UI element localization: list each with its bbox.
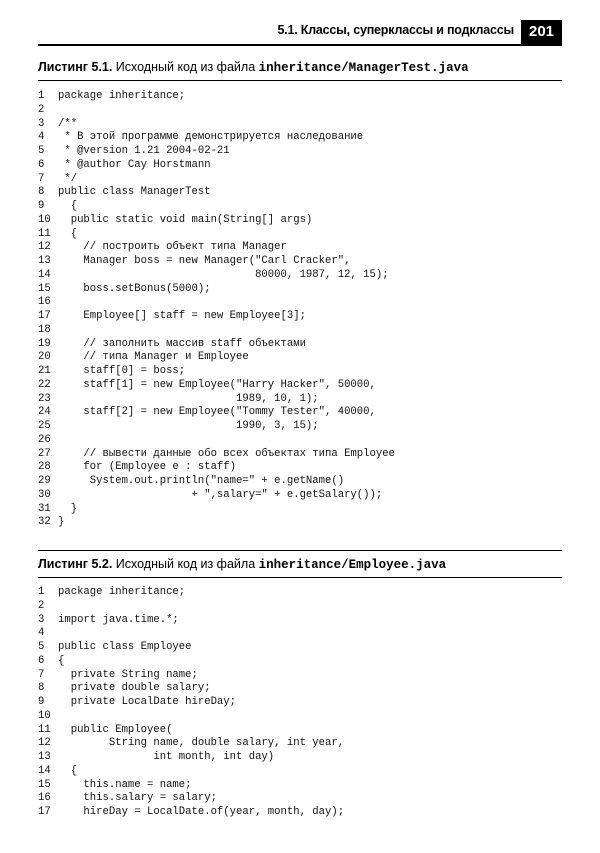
line-number: 2 — [38, 103, 45, 116]
code-line — [38, 131, 562, 145]
listing-caption-text: Исходный код из файла — [115, 557, 256, 571]
code-line — [38, 669, 562, 683]
code-text: this.name = name; — [58, 778, 192, 791]
line-number: 10 — [38, 213, 51, 226]
line-number: 2 — [38, 599, 45, 612]
code-text: // вывести данные обо всех объектах типа Employee — [58, 447, 395, 460]
code-text: package inheritance; — [58, 586, 186, 598]
line-number: 31 — [38, 502, 51, 515]
code-line — [38, 118, 562, 132]
code-text: private LocalDate hireDay; — [58, 696, 237, 708]
line-number: 16 — [38, 792, 51, 805]
code-line — [38, 310, 562, 324]
line-number: 10 — [38, 709, 51, 722]
code-text: 80000, 1987, 12, 15); — [58, 268, 389, 281]
line-number: 30 — [38, 488, 51, 501]
code-line — [38, 379, 562, 393]
listing-separator-rule — [38, 550, 562, 551]
code-text: package inheritance; — [58, 90, 186, 102]
line-number: 7 — [38, 668, 45, 681]
code-line — [38, 779, 562, 793]
line-number: 3 — [38, 613, 45, 626]
code-line — [38, 475, 562, 489]
line-number: 12 — [38, 737, 51, 750]
code-text: { — [58, 764, 78, 777]
code-line — [38, 682, 562, 696]
code-text: { — [58, 654, 65, 667]
code-line — [38, 90, 562, 104]
code-line — [38, 283, 562, 297]
code-text: staff[1] = new Employee("Harry Hacker", 50000, — [58, 378, 376, 391]
listing-caption — [38, 60, 562, 75]
line-number: 7 — [38, 172, 45, 185]
line-number: 1 — [38, 90, 45, 102]
code-line — [38, 503, 562, 517]
line-number: 14 — [38, 268, 51, 281]
code-line — [38, 489, 562, 503]
code-text: * @author Cay Horstmann — [58, 158, 211, 171]
code-line — [38, 365, 562, 379]
code-line — [38, 461, 562, 475]
listing-caption-text: Исходный код из файла — [115, 60, 256, 74]
code-text: { — [58, 227, 78, 240]
line-number: 20 — [38, 351, 51, 364]
code-text: int month, int day) — [58, 751, 275, 763]
code-line — [38, 434, 562, 448]
code-text: private String name; — [58, 668, 198, 681]
code-text: + ",salary=" + e.getSalary()); — [58, 488, 383, 501]
line-number: 27 — [38, 447, 51, 460]
code-text: Employee[] staff = new Employee[3]; — [58, 310, 306, 322]
code-text: staff[2] = new Employee("Tommy Tester", 40000, — [58, 406, 376, 419]
code-line — [38, 200, 562, 214]
listing-label: Листинг 5.1. — [38, 60, 113, 74]
line-number: 28 — [38, 461, 51, 474]
code-text: hireDay = LocalDate.of(year, month, day); — [58, 806, 345, 818]
code-text: 1989, 10, 1); — [58, 392, 319, 405]
code-block — [38, 90, 562, 530]
line-number: 19 — [38, 337, 51, 350]
code-line — [38, 724, 562, 738]
line-number: 4 — [38, 627, 45, 640]
code-line — [38, 765, 562, 779]
line-number: 26 — [38, 433, 51, 446]
code-line — [38, 737, 562, 751]
listing-filename: inheritance/ManagerTest.java — [258, 61, 469, 75]
code-line — [38, 627, 562, 641]
line-number: 5 — [38, 641, 45, 653]
line-number: 3 — [38, 117, 45, 130]
code-text: for (Employee e : staff) — [58, 461, 237, 474]
section-title: 5.1. Классы, суперклассы и подклассы — [277, 23, 514, 37]
code-line — [38, 710, 562, 724]
code-text: this.salary = salary; — [58, 792, 217, 805]
code-line — [38, 145, 562, 159]
line-number: 11 — [38, 723, 51, 736]
code-line — [38, 186, 562, 200]
listing-rule — [38, 577, 562, 578]
line-number: 14 — [38, 764, 51, 777]
listing-rule — [38, 80, 562, 81]
code-line — [38, 641, 562, 655]
line-number: 1 — [38, 586, 45, 598]
line-number: 29 — [38, 475, 51, 487]
code-text: } — [58, 516, 65, 529]
line-number: 15 — [38, 778, 51, 791]
code-text: * В этой программе демонстрируется наследование — [58, 131, 364, 144]
line-number: 24 — [38, 406, 51, 419]
code-text: // заполнить массив staff объектами — [58, 337, 306, 350]
code-text: } — [58, 502, 78, 515]
code-line — [38, 173, 562, 187]
code-line — [38, 600, 562, 614]
code-text: public class ManagerTest — [58, 186, 211, 199]
code-line — [38, 241, 562, 255]
code-line — [38, 586, 562, 600]
code-text: // построить объект типа Manager — [58, 241, 287, 254]
code-line — [38, 338, 562, 352]
line-number: 16 — [38, 296, 51, 309]
code-text: * @version 1.21 2004-02-21 — [58, 145, 230, 157]
code-line — [38, 159, 562, 173]
code-block — [38, 586, 562, 820]
code-line — [38, 614, 562, 628]
code-line — [38, 655, 562, 669]
code-line — [38, 351, 562, 365]
header-rule — [38, 44, 562, 46]
code-line — [38, 516, 562, 530]
code-text: System.out.println("name=" + e.getName() — [58, 475, 345, 487]
code-text: public Employee( — [58, 723, 173, 736]
line-number: 15 — [38, 282, 51, 295]
code-text: import java.time.*; — [58, 613, 179, 626]
line-number: 8 — [38, 682, 45, 695]
line-number: 25 — [38, 420, 51, 432]
code-line — [38, 420, 562, 434]
code-line — [38, 696, 562, 710]
listing-caption — [38, 557, 562, 572]
running-head — [0, 20, 600, 46]
code-line — [38, 751, 562, 765]
line-number: 11 — [38, 227, 51, 240]
code-text: public static void main(String[] args) — [58, 213, 313, 226]
code-line — [38, 228, 562, 242]
code-text: { — [58, 200, 78, 212]
line-number: 9 — [38, 200, 45, 212]
code-line — [38, 448, 562, 462]
line-number: 8 — [38, 186, 45, 199]
code-text: boss.setBonus(5000); — [58, 282, 211, 295]
line-number: 6 — [38, 654, 45, 667]
line-number: 21 — [38, 365, 51, 377]
code-line — [38, 406, 562, 420]
line-number: 5 — [38, 145, 45, 157]
code-line — [38, 269, 562, 283]
line-number: 12 — [38, 241, 51, 254]
code-line — [38, 255, 562, 269]
code-text: staff[0] = boss; — [58, 365, 186, 377]
listing-label: Листинг 5.2. — [38, 557, 113, 571]
line-number: 22 — [38, 378, 51, 391]
listing-filename: inheritance/Employee.java — [258, 558, 447, 572]
code-text: String name, double salary, int year, — [58, 737, 345, 750]
code-line — [38, 324, 562, 338]
code-line — [38, 296, 562, 310]
code-line — [38, 104, 562, 118]
line-number: 13 — [38, 255, 51, 267]
code-line — [38, 214, 562, 228]
page-number: 201 — [521, 20, 562, 44]
code-line — [38, 393, 562, 407]
code-line — [38, 806, 562, 820]
line-number: 18 — [38, 323, 51, 336]
code-text: 1990, 3, 15); — [58, 420, 319, 432]
line-number: 9 — [38, 696, 45, 708]
line-number: 13 — [38, 751, 51, 763]
line-number: 17 — [38, 806, 51, 818]
code-text: */ — [58, 172, 78, 185]
code-text: public class Employee — [58, 641, 192, 653]
line-number: 4 — [38, 131, 45, 144]
code-text: private double salary; — [58, 682, 211, 695]
line-number: 23 — [38, 392, 51, 405]
code-text: /** — [58, 117, 78, 130]
line-number: 17 — [38, 310, 51, 322]
code-text: // типа Manager и Employee — [58, 351, 249, 364]
code-text: Manager boss = new Manager("Carl Cracker", — [58, 255, 351, 267]
line-number: 6 — [38, 158, 45, 171]
line-number: 32 — [38, 516, 51, 529]
code-line — [38, 792, 562, 806]
